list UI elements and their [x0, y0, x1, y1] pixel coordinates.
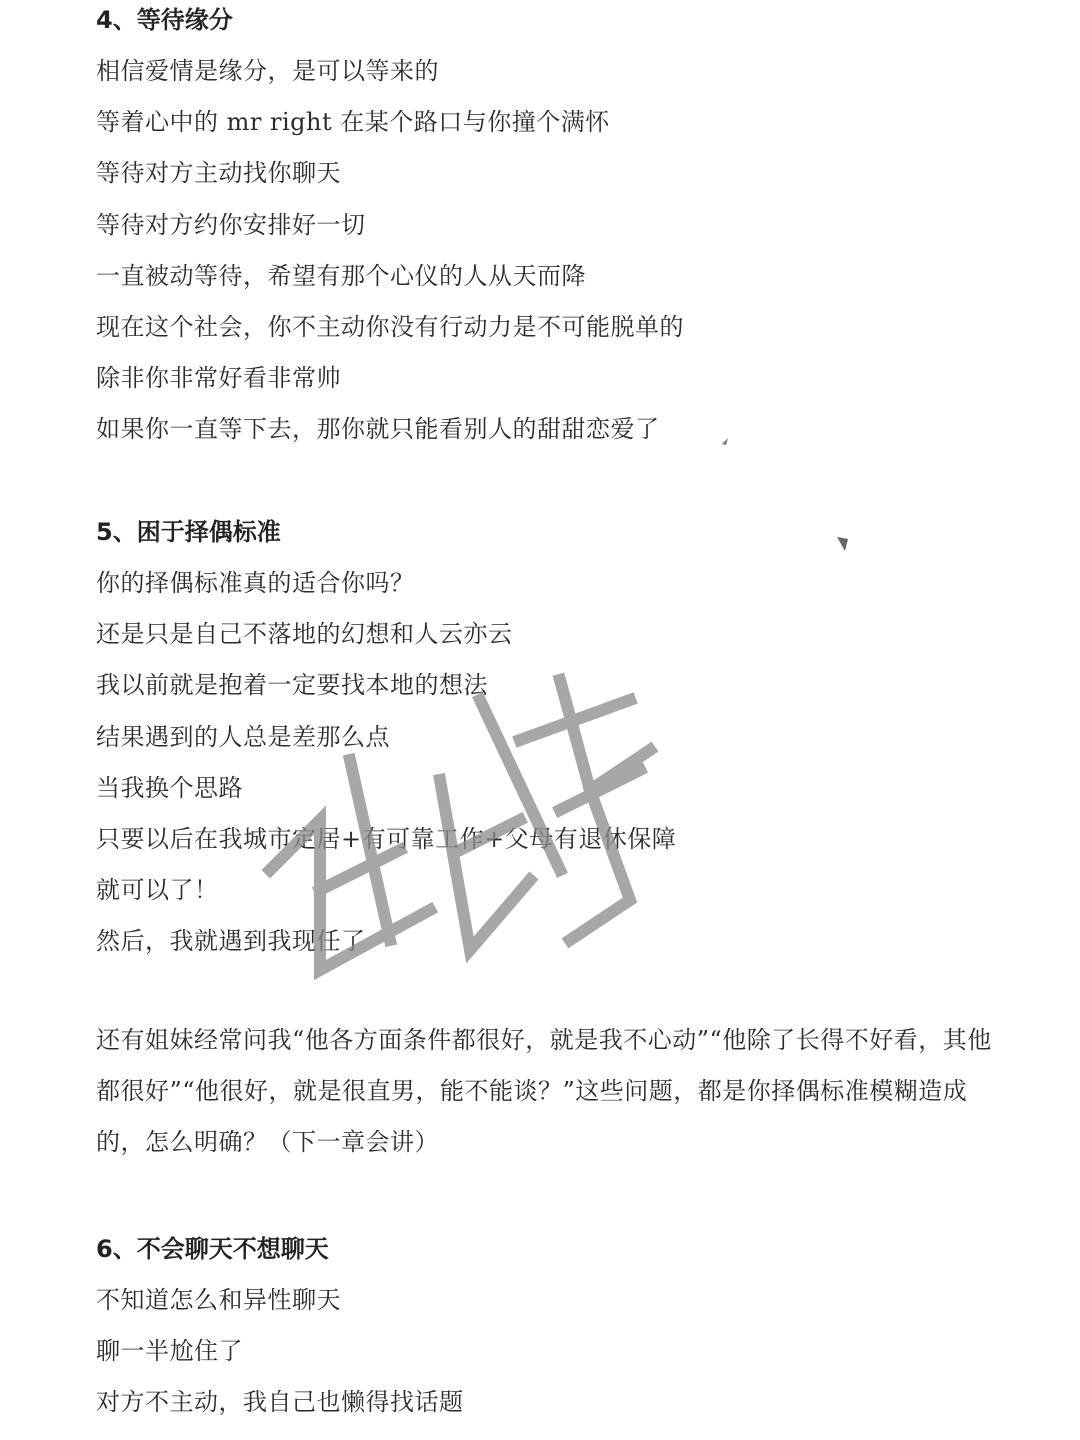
text-line: 就可以了！: [96, 876, 219, 905]
paragraph: 还有姐妹经常问我“他各方面条件都很好，就是我不心动”“他除了长得不好看，其他都很好”“他很好，就是很直男，能不能谈？”这些问题，都是你择偶标准模糊造成的，怎么明确？（下一章会讲）: [96, 1025, 992, 1156]
text-line: 当我换个思路: [96, 773, 243, 802]
scan-speck: [720, 436, 730, 446]
section-heading: 5、困于择偶标准: [96, 518, 281, 546]
text-line: 除非你非常好看非常帅: [96, 364, 341, 393]
text-line: 相信爱情是缘分，是可以等来的: [96, 57, 439, 85]
text-line: 结果遇到的人总是差那么点: [96, 722, 390, 751]
text-line: 等着心中的 mr right 在某个路口与你撞个满怀: [96, 108, 610, 137]
scan-speck: [836, 536, 850, 552]
text-line: 你的择偶标准真的适合你吗？: [96, 569, 415, 597]
section-heading: 6、不会聊天不想聊天: [96, 1235, 329, 1263]
section-5: [96, 512, 1011, 1168]
text-line: 现在这个社会，你不主动你没有行动力是不可能脱单的: [96, 312, 684, 341]
text-line: 对方不主动，我自己也懒得找话题: [96, 1388, 464, 1417]
text-line: 一直被动等待，希望有那个心仪的人从天而降: [96, 261, 586, 290]
text-line: 等待对方约你安排好一切: [96, 210, 366, 239]
text-line: 如果你一直等下去，那你就只能看别人的甜甜恋爱了: [96, 415, 660, 444]
section-6: [96, 1229, 464, 1429]
text-line: 还是只是自己不落地的幻想和人云亦云: [96, 620, 513, 649]
text-line: 不知道怎么和异性聊天: [96, 1286, 341, 1314]
text-line: 然后，我就遇到我现任了: [96, 927, 366, 956]
text-line: 等待对方主动找你聊天: [96, 159, 341, 188]
text-line: 聊一半尬住了: [96, 1337, 243, 1366]
section-4: [96, 0, 684, 456]
text-line: 我以前就是抱着一定要找本地的想法: [96, 671, 488, 700]
section-heading: 4、等待缘分: [96, 6, 233, 34]
text-line: 只要以后在我城市定居+有可靠工作+父母有退休保障: [96, 824, 677, 853]
